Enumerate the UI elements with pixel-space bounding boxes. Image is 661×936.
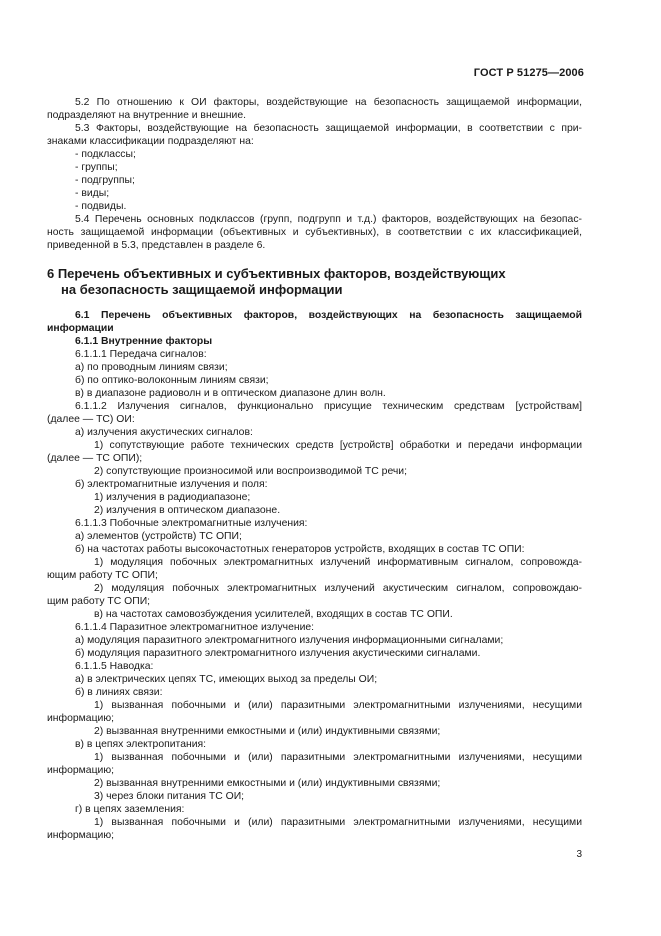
list-item: б) по оптико-волоконным линиям связи; [75, 375, 269, 386]
list-item: а) элементов (устройств) ТС ОПИ; [75, 531, 242, 542]
list-item: а) модуляция паразитного электромагнитного излучения информационными сигналами; [75, 635, 504, 646]
list-item: б) в линиях связи: [75, 687, 163, 698]
section-title: на безопасность защищаемой информации [61, 282, 343, 297]
subsection-title: 6.1 Перечень объективных факторов, воздействующих на безопасность защищаемой [75, 310, 582, 321]
paragraph-line: знаками классификации подразделяют на: [47, 136, 254, 147]
list-item: б) модуляция паразитного электромагнитного излучения акустическими сигналами. [75, 648, 481, 659]
list-item: 1) вызванная побочными и (или) паразитными электромагнитными излучениями, несущими [94, 752, 582, 763]
page-content [47, 96, 582, 842]
list-item: 1) вызванная побочными и (или) паразитными электромагнитными излучениями, несущими [94, 817, 582, 828]
list-item: в) на частотах самовозбуждения усилителей, входящих в состав ТС ОПИ. [94, 609, 453, 620]
paragraph-line: приведенной в 5.3, представлен в разделе 6. [47, 240, 266, 251]
paragraph-line: информацию; [47, 765, 115, 776]
paragraph-line: 6.1.1.1 Передача сигналов: [75, 349, 207, 360]
list-item: 2) вызванная внутренними емкостными и (или) индуктивными связями; [94, 778, 441, 789]
paragraph-line: 6.1.1.5 Наводка: [75, 661, 154, 672]
paragraph-line: 6.1.1.2 Излучения сигналов, функционально присущие техническим средствам [устройствам] [75, 401, 582, 412]
paragraph-line: подразделяют на внутренние и внешние. [47, 110, 247, 121]
paragraph-line: информацию; [47, 830, 115, 841]
list-item: а) по проводным линиям связи; [75, 362, 228, 373]
list-item: 1) модуляция побочных электромагнитных излучений информативным сигналом, сопровожда- [94, 557, 582, 568]
paragraph-line: ность защищаемой информации (объективных и субъективных), в соответствии с их классификацией, [47, 227, 582, 238]
list-item: а) в электрических цепях ТС, имеющих выход за пределы ОИ; [75, 674, 378, 685]
paragraph-line: 5.2 По отношению к ОИ факторы, воздействующие на безопасность защищаемой информации, [75, 97, 582, 108]
subsubsection-title: 6.1.1 Внутренние факторы [75, 336, 213, 347]
list-item: 2) излучения в оптическом диапазоне. [94, 505, 281, 516]
list-item: в) в цепях электропитания: [75, 739, 207, 750]
list-item: г) в цепях заземления: [75, 804, 185, 815]
list-item: а) излучения акустических сигналов: [75, 427, 253, 438]
paragraph-line: (далее — ТС ОПИ); [47, 453, 143, 464]
list-item: 2) модуляция побочных электромагнитных излучений акустическим сигналом, сопровождаю- [94, 583, 582, 594]
list-item: 3) через блоки питания ТС ОИ; [94, 791, 245, 802]
list-item: - виды; [75, 188, 110, 199]
list-item: 1) сопутствующие работе технических средств [устройств] обработки и передачи информации [94, 440, 582, 451]
paragraph-line: ющим работу ТС ОПИ; [47, 570, 158, 581]
list-item: 1) излучения в радиодиапазоне; [94, 492, 251, 503]
list-item: - подгруппы; [75, 175, 135, 186]
paragraph-line: 6.1.1.4 Паразитное электромагнитное излучение: [75, 622, 315, 633]
list-item: - подклассы; [75, 149, 136, 160]
paragraph-line: 5.4 Перечень основных подклассов (групп, подгрупп и т.д.) факторов, воздействующих на безопас- [75, 214, 582, 225]
subsection-title: информации [47, 323, 114, 334]
paragraph-line: (далее — ТС) ОИ: [47, 414, 135, 425]
list-item: - подвиды. [75, 201, 127, 212]
page-number: 3 [576, 849, 582, 860]
paragraph-line: щим работу ТС ОПИ; [47, 596, 151, 607]
document-code: ГОСТ Р 51275—2006 [473, 67, 584, 79]
list-item: 1) вызванная побочными и (или) паразитными электромагнитными излучениями, несущими [94, 700, 582, 711]
list-item: б) на частотах работы высокочастотных генераторов устройств, входящих в состав ТС ОПИ: [75, 544, 525, 555]
list-item: в) в диапазоне радиоволн и в оптическом диапазоне длин волн. [75, 388, 386, 399]
paragraph-line: 6.1.1.3 Побочные электромагнитные излучения: [75, 518, 308, 529]
list-item: - группы; [75, 162, 118, 173]
paragraph-line: 5.3 Факторы, воздействующие на безопасность защищаемой информации, в соответствии с при- [75, 123, 582, 134]
paragraph-line: информацию; [47, 713, 115, 724]
list-item: 2) вызванная внутренними емкостными и (или) индуктивными связями; [94, 726, 441, 737]
section-title: 6 Перечень объективных и субъективных факторов, воздействующих [47, 266, 506, 281]
list-item: б) электромагнитные излучения и поля: [75, 479, 268, 490]
list-item: 2) сопутствующие произносимой или воспроизводимой ТС речи; [94, 466, 407, 477]
